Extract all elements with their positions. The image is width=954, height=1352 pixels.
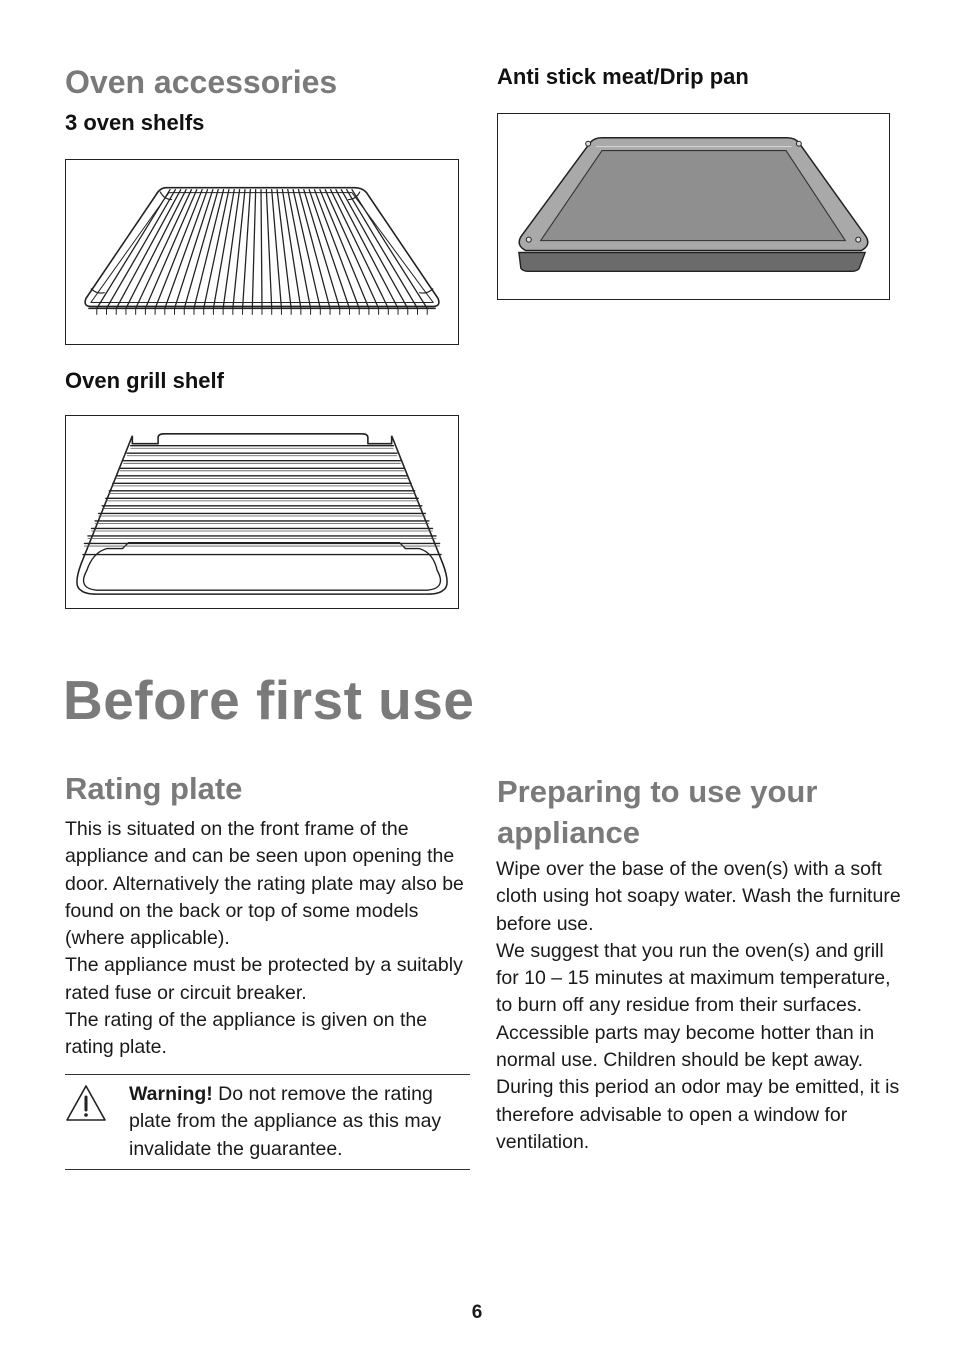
warning-message: [129, 1081, 474, 1163]
label-drip-pan: Anti stick meat/Drip pan: [497, 64, 749, 89]
preparing-body: [496, 856, 908, 1156]
rating-plate-paragraph-2: The appliance must be protected by a suitably rated fuse or circuit breaker.: [65, 954, 463, 1004]
warning-icon: [64, 1083, 108, 1123]
oven-shelf-figure: [65, 159, 459, 345]
preparing-paragraph-4: During this period an odor may be emitted, it is therefore advisable to open a window for ventilation.: [496, 1076, 900, 1153]
grill-shelf-icon: [66, 416, 458, 608]
page-number: 6: [471, 1302, 483, 1323]
preparing-paragraph-3: Accessible parts may become hotter than in normal use. Children should be kept away.: [496, 1021, 875, 1072]
preparing-paragraph-2: We suggest that you run the oven(s) and grill for 10 – 15 minutes at maximum temperature, to burn off any residue from their surfaces.: [496, 939, 891, 1017]
section-title-oven-accessories: Oven accessories: [65, 64, 338, 100]
label-oven-shelves: 3 oven shelfs: [65, 110, 205, 135]
warning-bottom-rule: [65, 1169, 470, 1170]
drip-pan-icon: [498, 114, 889, 299]
oven-shelf-icon: [66, 160, 458, 344]
warning-top-rule: [65, 1074, 470, 1075]
drip-pan-figure: [497, 113, 890, 300]
preparing-paragraph-1: Wipe over the base of the oven(s) with a soft cloth using hot soapy water. Wash the furniture before use.: [496, 858, 901, 935]
section-title-preparing: Preparing to use your appliance: [497, 774, 818, 850]
warning-label: Warning!: [129, 1083, 213, 1105]
rating-plate-body: [65, 816, 475, 1062]
warning-text: Do not remove the rating plate from the appliance as this may invalidate the guarantee.: [129, 1083, 442, 1160]
rating-plate-paragraph-3: The rating of the appliance is given on the rating plate.: [65, 1009, 428, 1059]
rating-plate-paragraph-1: This is situated on the front frame of the appliance and can be seen upon opening the door. Alternatively the rating plate may also be found on the back or top of some models (where applicable).: [65, 818, 464, 950]
label-grill-shelf: Oven grill shelf: [65, 368, 224, 393]
grill-shelf-figure: [65, 415, 459, 609]
section-title-rating-plate: Rating plate: [65, 771, 243, 806]
page-title-before-first-use: Before first use: [63, 669, 475, 731]
